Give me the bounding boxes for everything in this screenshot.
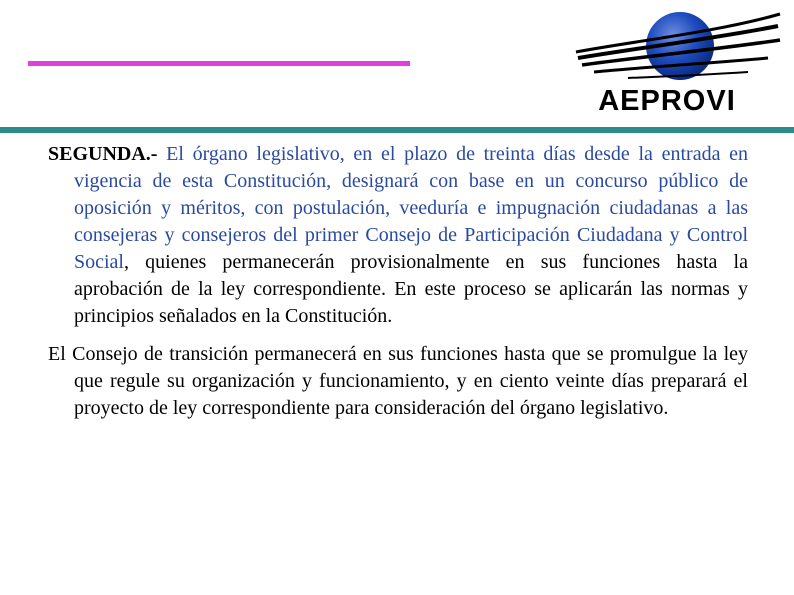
paragraph-lead: SEGUNDA.- [48, 143, 158, 165]
document-body [48, 141, 748, 422]
paragraph-segunda [48, 141, 748, 330]
aeprovi-logo-text: AEPROVI [598, 85, 736, 117]
paragraph-consejo-transicion: El Consejo de transición permanecerá en sus funciones hasta que se promulgue la ley que regule su organización y funcionamiento, y en ciento veinte días preparará el proyecto de ley correspondiente para consideración del órgano legislativo. [48, 343, 748, 419]
paragraph-text: , quienes permanecerán provisionalmente en sus funciones hasta la aprobación de la ley correspondiente. En este proceso se aplicarán las normas y principios señalados en la Constitución. [74, 251, 748, 327]
paragraph-colored-text: El órgano legislativo, en el plazo de treinta días desde la entrada en vigencia de esta Constitución, designará con base en un concurso público de oposición y méritos, con postulación, veeduría e impugnación ciudadanas a las consejeras y consejeros del primer Consejo de Participación Ciudadana y Control Social [74, 143, 748, 273]
teal-divider [0, 127, 794, 133]
magenta-divider [28, 61, 410, 66]
